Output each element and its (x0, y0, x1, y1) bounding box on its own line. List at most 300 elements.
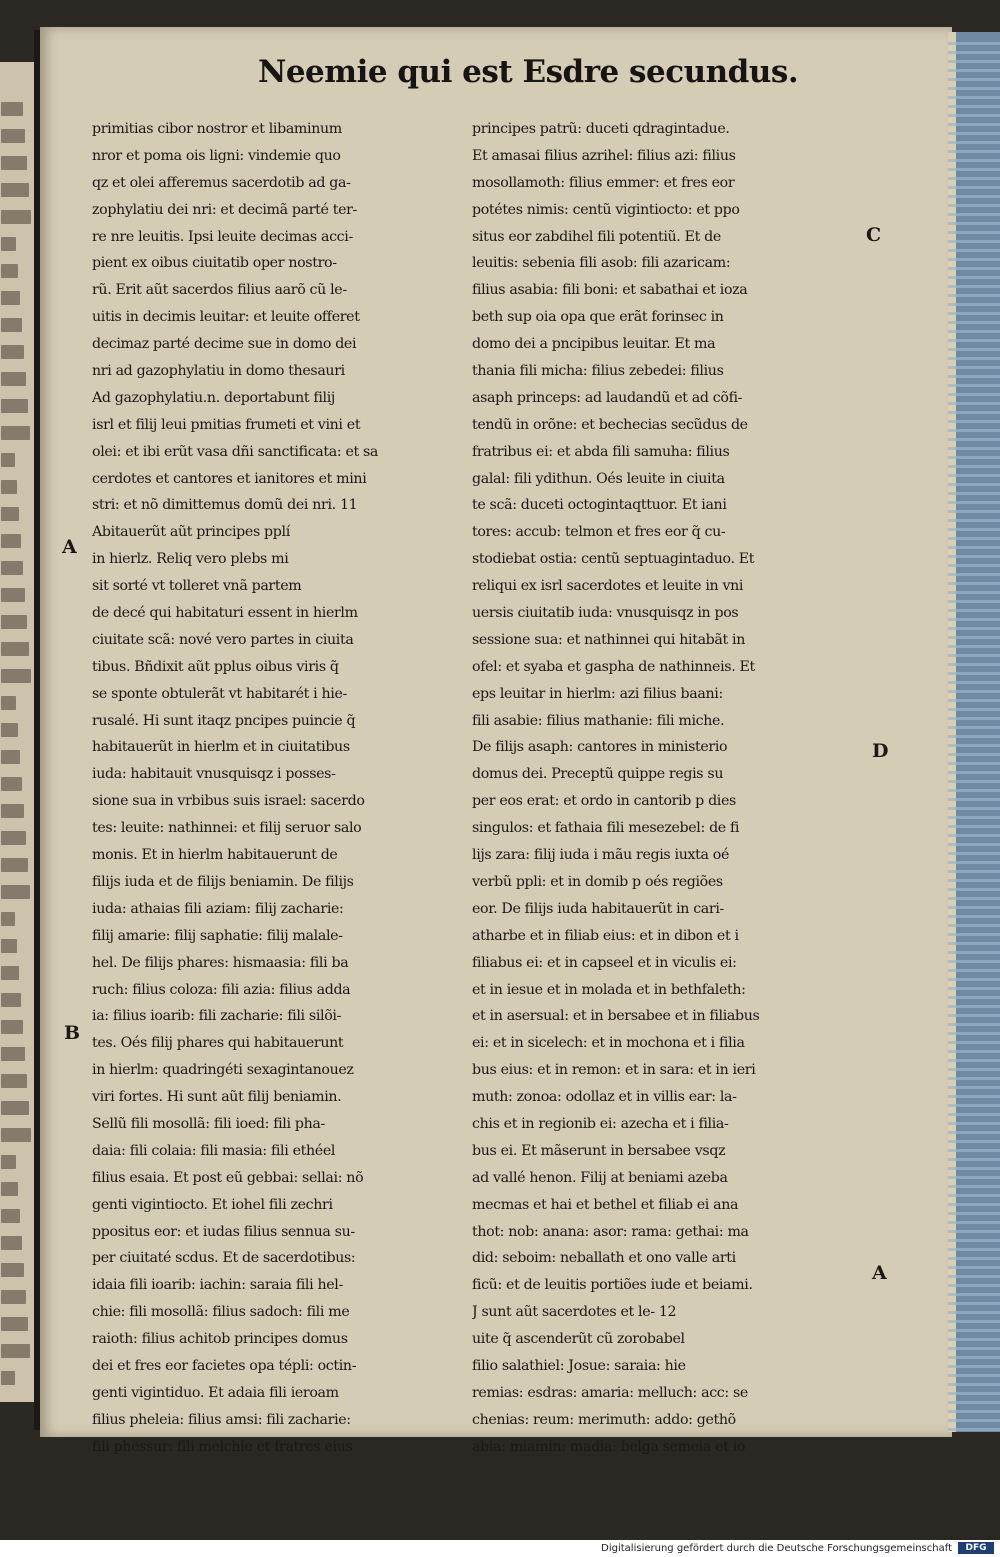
previous-page-text-fragment (1, 588, 25, 602)
previous-page-text-fragment (1, 1182, 18, 1196)
page-edge-stripe (948, 798, 1000, 801)
previous-page-text-fragment (1, 1317, 28, 1331)
text-line: reliqui ex isrl sacerdotes et leuite in vni (472, 578, 744, 595)
page-edge-stripe (948, 717, 1000, 720)
text-line: de decé qui habitaturi essent in hierlm (92, 605, 358, 622)
page-edge-stripe (948, 726, 1000, 729)
text-line: te scã: duceti octogintaqttuor. Et iani (472, 497, 727, 514)
page-edge-stripe (948, 384, 1000, 387)
previous-page-text-fragment (1, 399, 28, 413)
page-edge-stripe (948, 267, 1000, 270)
previous-page-text-fragment (1, 966, 19, 980)
text-line: filius esaia. Et post eũ gebbai: sellai: nõ (92, 1169, 364, 1186)
page-edge-stripe (948, 402, 1000, 405)
text-line: chenias: reum: merimuth: addo: gethõ (472, 1411, 736, 1428)
text-line: fratribus ei: et abda fili samuha: filius (472, 443, 730, 460)
page-edge-stripe (948, 78, 1000, 81)
page-edge-stripe (948, 933, 1000, 936)
page-edge-stripe (948, 465, 1000, 468)
previous-page-text-fragment (1, 723, 18, 737)
text-line: isrl et filij leui pmitias frumeti et vini et (92, 416, 361, 433)
page-edge-stripe (948, 1392, 1000, 1395)
page-edge-stripe (948, 1158, 1000, 1161)
previous-page-text-fragment (1, 453, 15, 467)
page-edge-stripe (948, 816, 1000, 819)
text-line: habitauerũt in hierlm et in ciuitatibus (92, 739, 350, 756)
page-edge-stripe (948, 564, 1000, 567)
page-edge-stripe (948, 1032, 1000, 1035)
text-line: uersis ciuitatib iuda: vnusquisqz in pos (472, 605, 739, 622)
page-edge-stripe (948, 1122, 1000, 1125)
page-edge-stripe (948, 447, 1000, 450)
page-edge-stripe (948, 114, 1000, 117)
text-line: bus ei. Et mãserunt in bersabee vsqz (472, 1142, 726, 1159)
page-edge-stripe (948, 474, 1000, 477)
page-edge-stripe (948, 1104, 1000, 1107)
text-line: filij amarie: filij saphatie: filij malale- (92, 927, 343, 944)
page-edge-stripe (948, 141, 1000, 144)
previous-page-text-fragment (1, 858, 28, 872)
previous-page-text-fragment (1, 750, 20, 764)
previous-page-edge (0, 62, 34, 1402)
text-line: tes. Oés filij phares qui habitauerunt (92, 1035, 344, 1052)
page-edge-stripe (948, 1221, 1000, 1224)
page-edge-stripe (948, 1185, 1000, 1188)
text-line: filiabus ei: et in capseel et in viculis ei: (472, 954, 737, 971)
text-line: remias: esdras: amaria: melluch: acc: se (472, 1384, 748, 1401)
text-line: bus eius: et in remon: et in sara: et in ieri (472, 1062, 756, 1079)
page-edge-stripe (948, 843, 1000, 846)
text-line: uitis in decimis leuitar: et leuite offeret (92, 309, 360, 326)
text-line: filio salathiel: Josue: saraia: hie (472, 1357, 686, 1374)
page-edge-stripe (948, 186, 1000, 189)
page-edge-stripe (948, 1212, 1000, 1215)
page-edge-stripe (948, 168, 1000, 171)
page-edge-stripe (948, 42, 1000, 45)
text-line: hel. De filijs phares: hismaasia: fili ba (92, 954, 349, 971)
text-line: filius asabia: fili boni: et sabathai et ioza (472, 282, 748, 299)
text-line: fili asabie: filius mathanie: fili miche. (472, 712, 725, 729)
text-line: asaph princeps: ad laudandũ et ad cõfi- (472, 389, 743, 406)
text-line: Ad gazophylatiu.n. deportabunt filij (92, 389, 335, 406)
page-edge-stripe (948, 348, 1000, 351)
page-edge-stripe (948, 636, 1000, 639)
page-edge-stripe (948, 1374, 1000, 1377)
previous-page-text-fragment (1, 237, 16, 251)
page-edge-stripe (948, 330, 1000, 333)
text-line: muth: zonoa: odollaz et in villis ear: la- (472, 1089, 737, 1106)
previous-page-text-fragment (1, 831, 26, 845)
text-line: rusalé. Hi sunt itaqz pncipes puincie q̃ (92, 712, 356, 729)
page-edge-stripe (948, 780, 1000, 783)
page-edge-stripe (948, 258, 1000, 261)
text-line: nri ad gazophylatiu in domo thesauri (92, 363, 345, 380)
page-edge-stripe (948, 789, 1000, 792)
page-edge-stripe (948, 1059, 1000, 1062)
page-edge-stripe (948, 420, 1000, 423)
text-line: iuda: habitauit vnusquisqz i posses- (92, 766, 336, 783)
text-line: lijs zara: filij iuda i mãu regis iuxta oé (472, 847, 730, 864)
previous-page-text-fragment (1, 993, 21, 1007)
text-line: J sunt aũt sacerdotes et le- 12 (472, 1304, 677, 1321)
text-line: abia: miamin: madia: belga semeia et io (472, 1438, 746, 1455)
previous-page-text-fragment (1, 318, 22, 332)
page-edge-stripe (948, 1050, 1000, 1053)
text-line: ciuitate scã: nové vero partes in ciuita (92, 631, 354, 648)
page-edge-stripe (948, 1419, 1000, 1422)
page-edge-stripe (948, 627, 1000, 630)
text-line: beth sup oia opa que erãt forinsec in (472, 309, 724, 326)
page-edge-stripe (948, 834, 1000, 837)
text-line: decimaz parté decime sue in domo dei (92, 336, 357, 353)
text-line: potétes nimis: centũ vigintiocto: et ppo (472, 201, 740, 218)
text-line: per ciuitaté scdus. Et de sacerdotibus: (92, 1250, 356, 1267)
text-line: principes patrũ: duceti qdragintadue. (472, 121, 730, 137)
page-edge-stripe (948, 1302, 1000, 1305)
previous-page-text-fragment (1, 1155, 16, 1169)
page-edge-stripe (948, 519, 1000, 522)
text-line: verbũ ppli: et in domib p oés regiões (472, 873, 723, 890)
text-line: domus dei. Preceptũ quippe regis su (472, 766, 724, 783)
page-edge-stripe (948, 528, 1000, 531)
page-edge-stripe (948, 708, 1000, 711)
previous-page-text-fragment (1, 1074, 27, 1088)
page-edge-stripe (948, 285, 1000, 288)
text-line: raioth: filius achitob principes domus (92, 1331, 348, 1348)
page-edge-stripe (948, 897, 1000, 900)
text-line: uite q̃ ascenderũt cũ zorobabel (472, 1331, 685, 1348)
text-line: stodiebat ostia: centũ septuagintaduo. Et (472, 551, 755, 568)
text-line: chis et in regionib ei: azecha et i filia- (472, 1115, 729, 1132)
page-edge-stripe (948, 1077, 1000, 1080)
page-edge-stripe (948, 222, 1000, 225)
page-edge-stripe (948, 1266, 1000, 1269)
text-line: Et amasai filius azrihel: filius azi: filius (472, 147, 736, 164)
text-line: genti vigintiocto. Et iohel fili zechri (92, 1196, 333, 1213)
text-line: mosollamoth: filius emmer: et fres eor (472, 174, 735, 191)
text-line: tes: leuite: nathinnei: et filij seruor salo (92, 820, 362, 837)
page-edge-stripe (948, 699, 1000, 702)
page-edge-stripe (948, 609, 1000, 612)
page-edge-stripe (948, 294, 1000, 297)
previous-page-text-fragment (1, 372, 26, 386)
page-edge-stripe (948, 240, 1000, 243)
text-line: situs eor zabdihel fili potentiũ. Et de (472, 228, 721, 245)
page-edge-stripe (948, 366, 1000, 369)
previous-page-text-fragment (1, 1101, 29, 1115)
page-edge-stripe (948, 645, 1000, 648)
text-line: ia: filius ioarib: fili zacharie: fili silõi- (92, 1008, 342, 1025)
previous-page-text-fragment (1, 129, 25, 143)
page-edge-stripe (948, 888, 1000, 891)
page-edge-stripe (948, 1383, 1000, 1386)
text-line: in hierlz. Reliq vero plebs mi (92, 551, 289, 568)
page-edge-stripe (948, 1365, 1000, 1368)
text-line: per eos erat: et ordo in cantorib p dies (472, 793, 736, 810)
page-edge-stripe (948, 1131, 1000, 1134)
page-edge-stripe (948, 1275, 1000, 1278)
previous-page-text-fragment (1, 264, 18, 278)
page-edge-stripe (948, 546, 1000, 549)
page-edge-stripe (948, 924, 1000, 927)
text-line: De filijs asaph: cantores in ministerio (472, 739, 728, 756)
previous-page-text-fragment (1, 804, 24, 818)
page-edge-stripe (948, 1248, 1000, 1251)
text-line: singulos: et fathaia fili mesezebel: de fi (472, 820, 740, 837)
page-edge-stripe (948, 1401, 1000, 1404)
page-edge-stripe (948, 987, 1000, 990)
text-line: et in iesue et in molada et in bethfaleth: (472, 981, 746, 998)
page-edge-stripe (948, 681, 1000, 684)
previous-page-text-fragment (1, 939, 17, 953)
page-edge-stripe (948, 249, 1000, 252)
page-edge-stripe (948, 1149, 1000, 1152)
page-edge-stripe (948, 195, 1000, 198)
previous-page-text-fragment (1, 912, 15, 926)
page-edge-stripe (948, 60, 1000, 63)
right-text-column (472, 116, 848, 1461)
page-edge-stripe (948, 861, 1000, 864)
left-text-column (92, 116, 460, 1461)
text-line: nror et poma ois ligni: vindemie quo (92, 147, 341, 164)
text-line: ad vallé henon. Filij at beniami azeba (472, 1169, 728, 1186)
text-line: leuitis: sebenia fili asob: fili azaricam: (472, 255, 731, 272)
page-edge-stripe (948, 1239, 1000, 1242)
page-edge-stripe (948, 1320, 1000, 1323)
text-line: sit sorté vt tolleret vnã partem (92, 578, 302, 595)
text-line: et in asersual: et in bersabee et in filiabus (472, 1008, 760, 1025)
text-line: filijs iuda et de filijs beniamin. De filijs (92, 873, 354, 890)
previous-page-text-fragment (1, 885, 30, 899)
page-edge-stripe (948, 303, 1000, 306)
text-line: fili phessur: fili melchie et fratres eius (92, 1438, 353, 1455)
page-edge-stripe (948, 807, 1000, 810)
page-edge-stripe (948, 1194, 1000, 1197)
page-edge-stripe (948, 1023, 1000, 1026)
page-edge-stripe (948, 1428, 1000, 1431)
marginal-letter-a-right: A (872, 1262, 887, 1284)
dfg-logo-text: DFG (965, 1543, 987, 1553)
text-line: mecmas et hai et bethel et filiab ei ana (472, 1196, 739, 1213)
text-line: domo dei a pncipibus leuitar. Et ma (472, 336, 716, 353)
page-title: Neemie qui est Esdre secundus. (258, 54, 799, 90)
marginal-letter-a-left: A (62, 536, 77, 558)
previous-page-text-fragment (1, 615, 27, 629)
page-edge-stripe (948, 69, 1000, 72)
text-line: rũ. Erit aũt sacerdos filius aarõ cũ le- (92, 282, 347, 299)
page-edge-stripe (948, 429, 1000, 432)
page-edge-stripe (948, 510, 1000, 513)
page-edge-stripe (948, 483, 1000, 486)
page-edge-stripe (948, 1338, 1000, 1341)
page-edge-stripe (948, 870, 1000, 873)
page-edges (948, 32, 1000, 1432)
page-edge-stripe (948, 123, 1000, 126)
page-edge-stripe (948, 690, 1000, 693)
page-edge-stripe (948, 1356, 1000, 1359)
page-edge-stripe (948, 1005, 1000, 1008)
page-edge-stripe (948, 438, 1000, 441)
page-edge-stripe (948, 501, 1000, 504)
text-line: eps leuitar in hierlm: azi filius baani: (472, 685, 723, 702)
page-edge-stripe (948, 321, 1000, 324)
page-edge-stripe (948, 906, 1000, 909)
page-edge-stripe (948, 825, 1000, 828)
text-line: galal: fili ydithun. Oés leuite in ciuita (472, 470, 725, 487)
text-line: qz et olei afferemus sacerdotib ad ga- (92, 174, 351, 191)
page-edge-stripe (948, 105, 1000, 108)
page-edge-stripe (948, 618, 1000, 621)
previous-page-text-fragment (1, 1263, 24, 1277)
previous-page-text-fragment (1, 183, 29, 197)
previous-page-text-fragment (1, 561, 23, 575)
previous-page-text-fragment (1, 480, 17, 494)
page-edge-stripe (948, 1095, 1000, 1098)
previous-page-text-fragment (1, 291, 20, 305)
previous-page-text-fragment (1, 102, 23, 116)
text-line: ofel: et syaba et gaspha de nathinneis. Et (472, 658, 755, 675)
previous-page-text-fragment (1, 1128, 31, 1142)
page-edge-stripe (948, 1230, 1000, 1233)
page-edge-stripe (948, 357, 1000, 360)
text-line: primitias cibor nostror et libaminum (92, 121, 342, 137)
page-edge-stripe (948, 1014, 1000, 1017)
text-line: sione sua in vrbibus suis israel: sacerdo (92, 793, 365, 810)
page-edge-stripe (948, 51, 1000, 54)
page-edge-stripe (948, 1041, 1000, 1044)
page-edge-stripe (948, 1410, 1000, 1413)
text-line: zophylatiu dei nri: et decimã parté ter- (92, 201, 357, 218)
text-line: ppositus eor: et iudas filius sennua su- (92, 1223, 355, 1240)
page-edge-stripe (948, 663, 1000, 666)
page-edge-stripe (948, 537, 1000, 540)
page-edge-stripe (948, 654, 1000, 657)
page-edge-stripe (948, 1311, 1000, 1314)
page-edge-stripe (948, 915, 1000, 918)
previous-page-text-fragment (1, 156, 27, 170)
text-line: monis. Et in hierlm habitauerunt de (92, 847, 338, 864)
text-line: tibus. Bñdixit aũt pplus oibus viris q̃ (92, 658, 339, 675)
page-edge-stripe (948, 1068, 1000, 1071)
previous-page-text-fragment (1, 669, 31, 683)
text-line: stri: et nõ dimittemus domũ dei nri. 11 (92, 497, 358, 514)
page-edge-stripe (948, 150, 1000, 153)
text-line: idaia fili ioarib: iachin: saraia fili hel- (92, 1277, 343, 1294)
page-edge-stripe (948, 159, 1000, 162)
previous-page-text-fragment (1, 1020, 23, 1034)
page-edge-stripe (948, 771, 1000, 774)
page-edge-stripe (948, 1086, 1000, 1089)
page-edge-stripe (948, 339, 1000, 342)
text-line: re nre leuitis. Ipsi leuite decimas acci- (92, 228, 353, 245)
text-line: se sponte obtulerãt vt habitarét i hie- (92, 685, 347, 702)
text-line: dei et fres eor facietes opa tépli: octin- (92, 1357, 357, 1374)
page-edge-stripe (948, 393, 1000, 396)
page-edge-stripe (948, 591, 1000, 594)
text-line: ficũ: et de leuitis portiões iude et beiami. (472, 1277, 753, 1294)
marginal-letter-d-right: D (872, 740, 889, 762)
text-line: genti vigintiduo. Et adaia fili ieroam (92, 1384, 339, 1401)
text-line: viri fortes. Hi sunt aũt filij beniamin. (92, 1089, 342, 1106)
text-line: eor. De filijs iuda habitauerũt in cari- (472, 900, 724, 917)
text-line: cerdotes et cantores et ianitores et mini (92, 470, 367, 487)
page-edge-stripe (948, 87, 1000, 90)
page-edge-stripe (948, 744, 1000, 747)
text-line: atharbe et in filiab eius: et in dibon et i (472, 927, 739, 944)
page-edge-stripe (948, 735, 1000, 738)
text-line: pient ex oibus ciuitatib oper nostro- (92, 255, 337, 272)
page-edge-stripe (948, 852, 1000, 855)
text-line: thania fili micha: filius zebedei: filius (472, 363, 724, 380)
page-edge-stripe (948, 573, 1000, 576)
text-line: olei: et ibi erũt vasa dñi sanctificata: et sa (92, 443, 379, 460)
page-edge-stripe (948, 1329, 1000, 1332)
text-line: ruch: filius coloza: fili azia: filius adda (92, 981, 351, 998)
text-line: sessione sua: et nathinnei qui hitabãt in (472, 631, 746, 648)
page-edge-stripe (948, 951, 1000, 954)
page-edge-stripe (948, 879, 1000, 882)
page-edge-stripe (948, 555, 1000, 558)
page-edge-stripe (948, 375, 1000, 378)
text-line: filius pheleia: filius amsi: fili zacharie: (92, 1411, 351, 1428)
text-line: in hierlm: quadringéti sexagintanouez (92, 1062, 354, 1079)
page-edge-stripe (948, 969, 1000, 972)
page-edge-stripe (948, 762, 1000, 765)
page-edge-stripe (948, 1347, 1000, 1350)
text-line: daia: fili colaia: fili masia: fili ethéel (92, 1142, 336, 1159)
previous-page-text-fragment (1, 642, 29, 656)
text-line: Abitauerũt aũt principes pplí (92, 524, 290, 541)
dfg-logo (958, 1542, 994, 1554)
previous-page-text-fragment (1, 345, 24, 359)
page-edge-stripe (948, 1257, 1000, 1260)
page-edge-stripe (948, 1176, 1000, 1179)
previous-page-text-fragment (1, 1371, 15, 1385)
page-edge-stripe (948, 492, 1000, 495)
marginal-letter-b-left: B (64, 1022, 81, 1044)
page-edge-stripe (948, 231, 1000, 234)
page-edge-stripe (948, 177, 1000, 180)
page-edge-stripe (948, 1284, 1000, 1287)
text-line: iuda: athaias fili aziam: filij zacharie: (92, 900, 344, 917)
page-edge-stripe (948, 1167, 1000, 1170)
previous-page-text-fragment (1, 534, 21, 548)
page-edge-stripe (948, 276, 1000, 279)
page-edge-stripe (948, 1293, 1000, 1296)
page-edge-stripe (948, 978, 1000, 981)
page-edge-stripe (948, 312, 1000, 315)
previous-page-text-fragment (1, 1344, 30, 1358)
page-edge-stripe (948, 213, 1000, 216)
previous-page-text-fragment (1, 696, 16, 710)
text-line: did: seboim: neballath et ono valle arti (472, 1250, 736, 1267)
page-edge-stripe (948, 204, 1000, 207)
page-edge-stripe (948, 96, 1000, 99)
text-line: Sellũ fili mosollã: fili ioed: fili pha- (92, 1115, 325, 1132)
page-edge-stripe (948, 942, 1000, 945)
page-edge-stripe (948, 600, 1000, 603)
page-edge-stripe (948, 411, 1000, 414)
text-line: chie: fili mosollã: filius sadoch: fili me (92, 1304, 350, 1321)
previous-page-text-fragment (1, 426, 30, 440)
page-edge-stripe (948, 672, 1000, 675)
previous-page-text-fragment (1, 1209, 20, 1223)
previous-page-text-fragment (1, 1047, 25, 1061)
previous-page-text-fragment (1, 777, 22, 791)
page-edge-stripe (948, 753, 1000, 756)
footer-credit: Digitalisierung gefördert durch die Deutsche Forschungsgemeinschaft (601, 1543, 952, 1554)
previous-page-text-fragment (1, 1290, 26, 1304)
